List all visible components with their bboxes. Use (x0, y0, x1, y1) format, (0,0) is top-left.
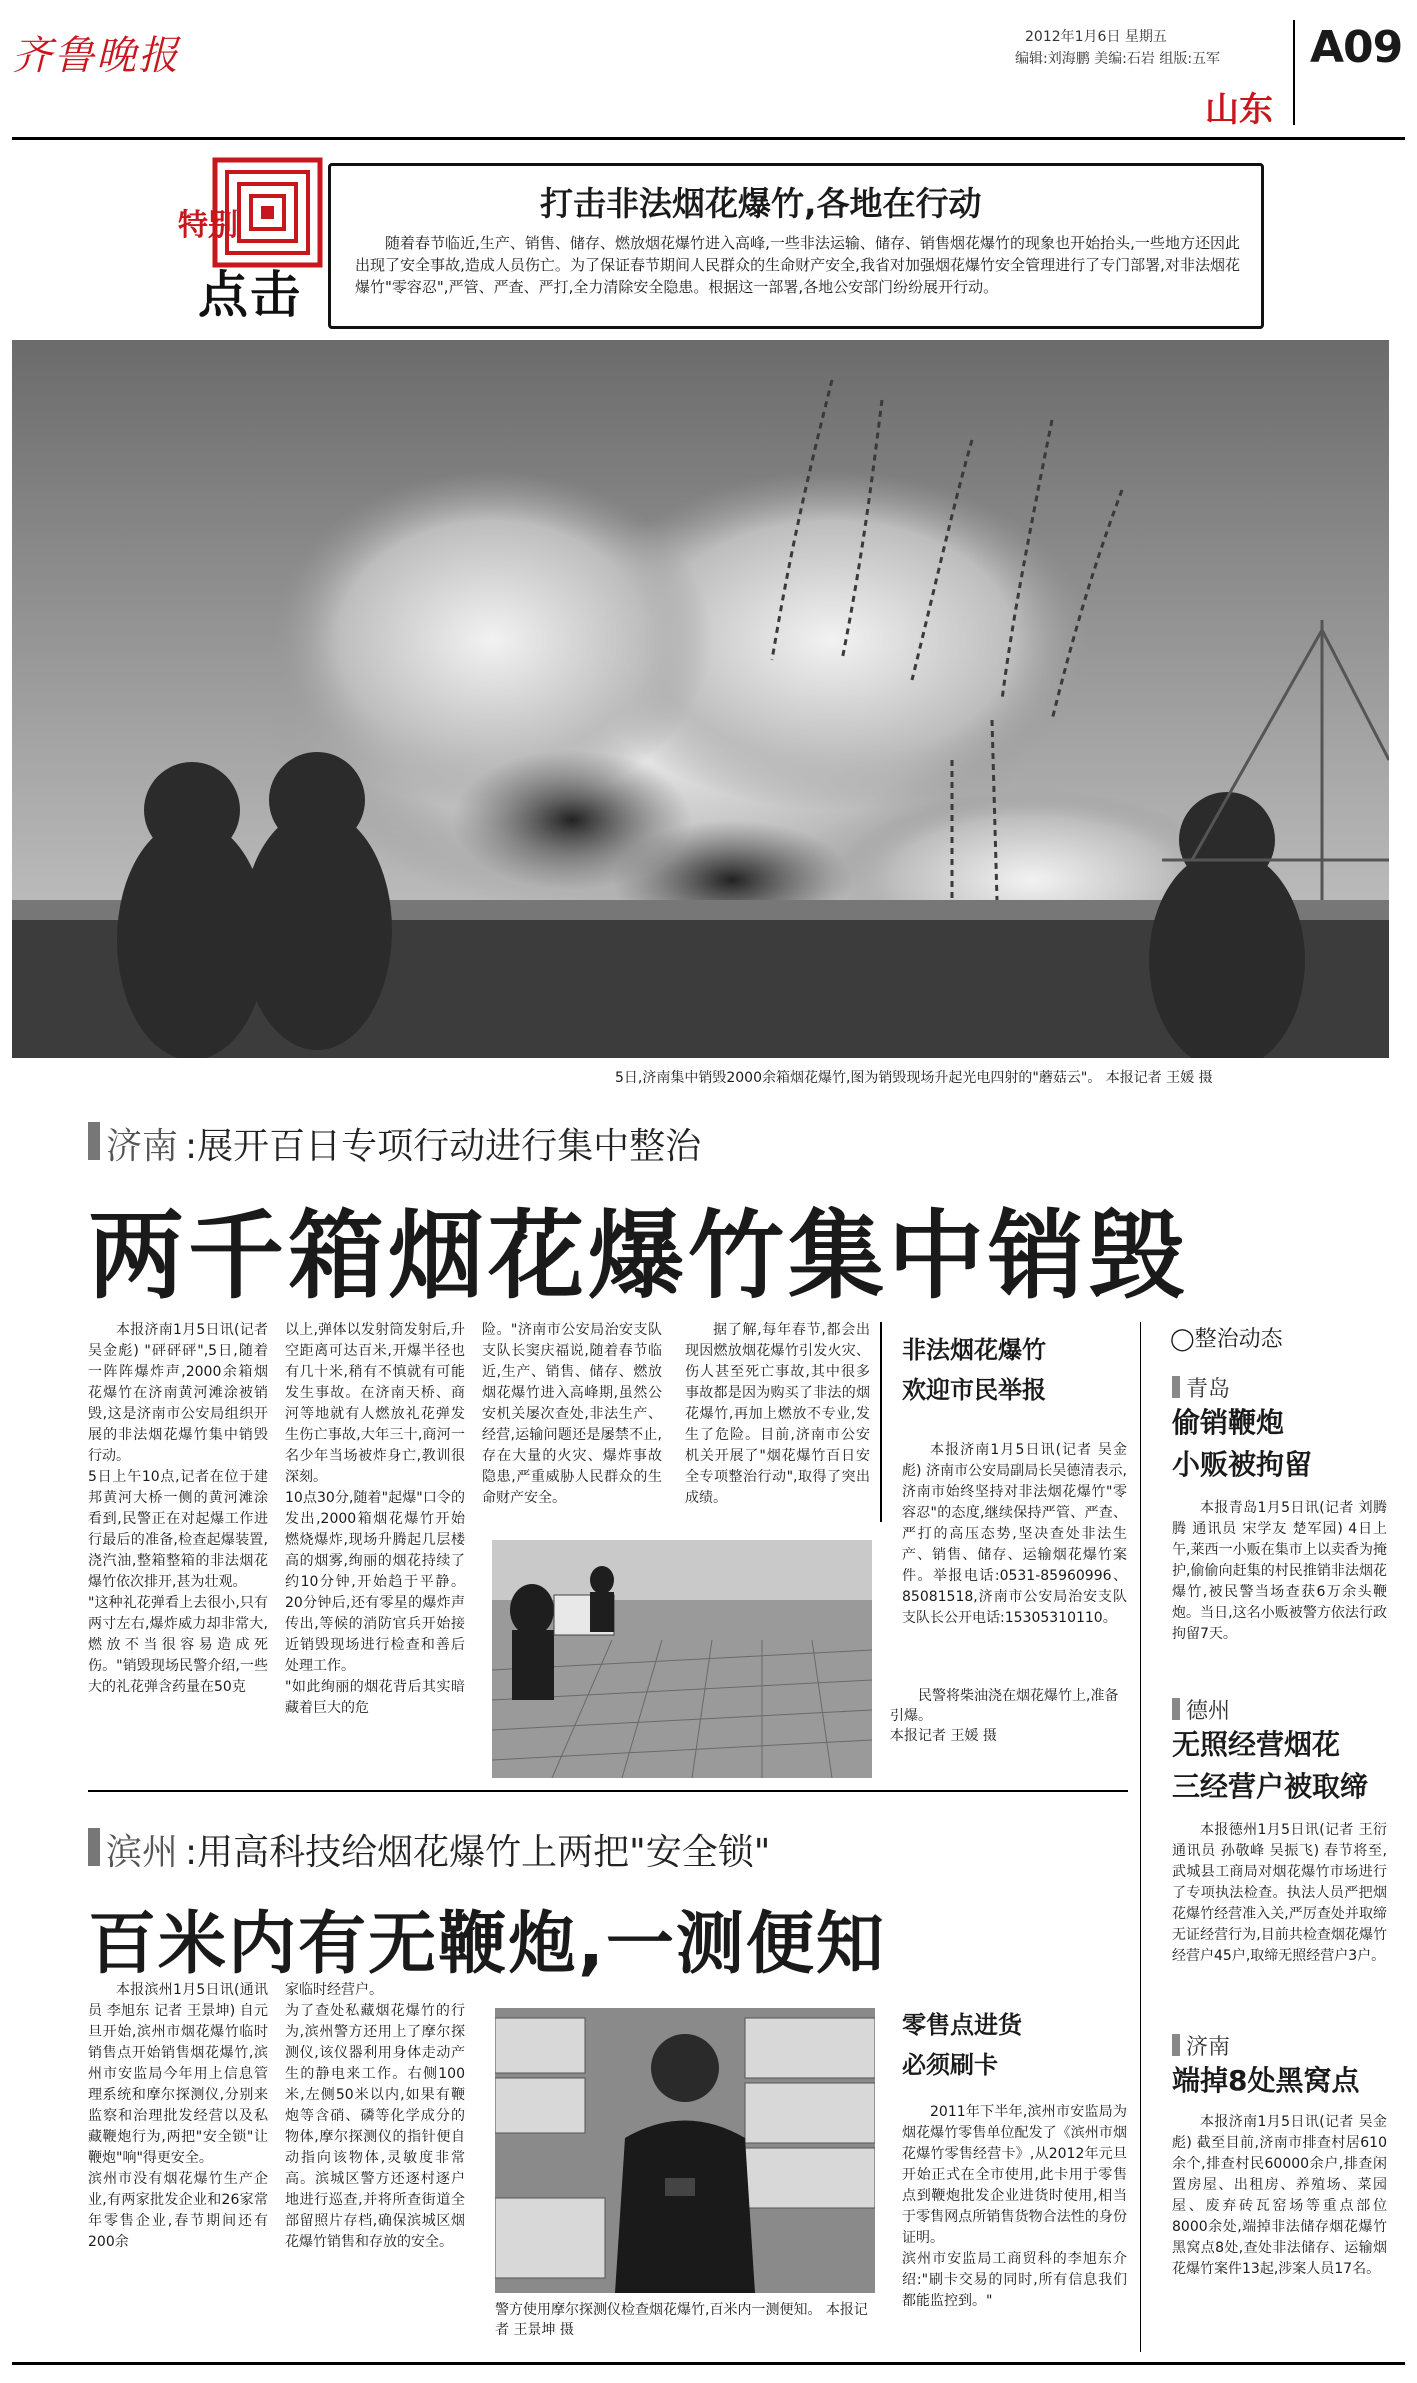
editors-line: 编辑:刘海鹏 美编:石岩 组版:五军 (1015, 51, 1221, 67)
sidebar-item-bullet (1172, 1376, 1180, 1398)
sidebar-item-body: 本报青岛1月5日讯(记者 刘腾腾 通讯员 宋学友 楚军园) 4日上午,莱西一小贩在集市上以卖香为掩护,偷偷向赶集的村民推销非法烟花爆竹,被民警当场查获6万余头鞭炮。当日,这名小贩被警方依法行政拘留7天。 (1172, 1500, 1387, 1642)
binzhou-photo-caption: 警方使用摩尔探测仪检查烟花爆竹,百米内一测便知。 本报记者 王景坤 摄 (495, 2302, 868, 2338)
binzhou-col2: 家临时经营户。 为了查处私藏烟花爆竹的行为,滨州警方还用上了摩尔探测仪,该仪器利用身体走动产生的静电来工作。右侧100米,左侧50米以内,如果有鞭炮等含硝、磷等化学成分的物体,摩尔探测仪的指针便自动指向该物体,灵敏度非常高。滨城区警方还逐村逐户地进行巡查,并将所查街道全部留照片存档,确保滨城区烟花爆竹销售和存放的安全。 (285, 1982, 465, 2250)
masthead-divider (1293, 20, 1295, 125)
newspaper-logo: 齐鲁晚报 (12, 33, 180, 79)
sidebar-item-title-line2: 小贩被拘留 (1172, 1448, 1313, 1481)
fireworks-destruction-photo (12, 340, 1389, 1058)
binzhou-kicker: :用高科技给烟花爆竹上两把"安全锁" (185, 1832, 771, 1873)
sidebar-title: 整治动态 (1194, 1327, 1283, 1352)
jinan-kicker: :展开百日专项行动进行集中整治 (185, 1126, 702, 1167)
special-headline: 打击非法烟花爆竹,各地在行动 (540, 184, 982, 223)
sidebar-item-body: 本报德州1月5日讯(记者 王衍 通讯员 孙敬峰 吴振飞) 春节将至,武城县工商局对烟花爆竹市场进行了专项执法检查。执法人员严把烟花爆竹经营准入关,严厉查处并取缔无证经营行为,目前共检查烟花爆竹经营户45户,取缔无照经营户3户。 (1172, 1822, 1387, 1964)
jinan-photo-caption: 民警将柴油浇在烟花爆竹上,准备引爆。 本报记者 王媛 摄 (890, 1688, 1119, 1744)
jinan-col4: 据了解,每年春节,都会出现因燃放烟花爆竹引发火灾、伤人甚至死亡事故,其中很多事故都是因为购买了非法的烟花爆竹,再加上燃放不专业,发生了危险。目前,济南市公安机关开展了"烟花爆竹百日安全专项整治行动",取得了突出成绩。 (685, 1322, 870, 1506)
jinan-col3: 险。"济南市公安局治安支队支队长窦庆福说,随着春节临近,生产、销售、储存、燃放烟花爆竹进入高峰期,虽然公安机关屡次查处,非法生产、经营,运输问题还是屡禁不止,存在大量的火灾、爆炸事故隐患,严重威胁人民群众的生命财产安全。 (482, 1322, 662, 1506)
page-number: A09 (1310, 22, 1403, 73)
jinan-report-body: 本报济南1月5日讯(记者 吴金彪) 济南市公安局副局长吴德清表示,济南市始终坚持对非法烟花爆竹"零容忍"的态度,继续保持严管、严查、严打的高压态势,坚决查处非法生产、销售、储存、运输烟花爆竹案件。举报电话:0531-85960996、85081518,济南市公安局治安支队支队长公开电话:15305310110。 (902, 1442, 1127, 1626)
sidebar-item-place: 济南 (1186, 2035, 1231, 2060)
jinan-report-title-line2: 欢迎市民举报 (902, 1376, 1046, 1404)
jinan-kicker-place: 济南 (106, 1126, 179, 1167)
binzhou-retail-title-line1: 零售点进货 (902, 2011, 1022, 2039)
jinan-kicker-bar (88, 1122, 100, 1160)
page-bottom-rule (12, 2362, 1405, 2365)
sidebar-item-place: 青岛 (1186, 1377, 1231, 1402)
jinan-col2: 以上,弹体以发射筒发射后,升空距离可达百米,开爆半径也有几十米,稍有不慎就有可能发生事故。在济南天桥、商河等地就有人燃放礼花弹发生伤亡事故,大年三十,商河一名少年当场被炸身亡,教训很深刻。 10点30分,随着"起爆"口令的发出,2000箱烟花爆竹开始燃烧爆炸,现场升腾起几层楼高的烟雾,绚丽的烟花持续了约10分钟,开始趋于平静。20分钟后,还有零星的爆炸声传出,等候的消防官兵开始接近销毁现场进行检查和善后处理工作。 "如此绚丽的烟花背后其实暗藏着巨大的危 (285, 1322, 465, 1716)
sidebar-item-bullet (1172, 2034, 1180, 2056)
sidebar-item-title-line1: 端掉8处黑窝点 (1172, 2064, 1360, 2097)
sidebar-item-bullet (1172, 1698, 1180, 1720)
sidebar-item-title (1172, 1402, 1312, 1486)
binzhou-kicker-text: 用高科技给烟花爆竹上两把"安全锁" (197, 1832, 771, 1873)
special-intro: 随着春节临近,生产、销售、储存、燃放烟花爆竹进入高峰,一些非法运输、储存、销售烟花爆竹的现象也开始抬头,一些地方还因此出现了安全事故,造成人员伤亡。为了保证春节期间人民群众的生命财产安全,我省对加强烟花爆竹安全管理进行了专门部署,对非法烟花爆竹"零容忍",严管、严查、严打,全力清除安全隐患。根据这一部署,各地公安部门纷纷展开行动。 (355, 234, 1240, 296)
binzhou-kicker-bar (88, 1828, 100, 1866)
jinan-report-title (902, 1330, 1046, 1410)
sidebar-item-title-line2: 三经营户被取缔 (1172, 1770, 1369, 1803)
jinan-photo (492, 1540, 872, 1778)
jinan-headline: 两千箱烟花爆竹集中销毁 (88, 1200, 1188, 1312)
sidebar-divider (1140, 1322, 1141, 2352)
binzhou-headline: 百米内有无鞭炮,一测便知 (88, 1905, 886, 1984)
region-label: 山东 (1205, 90, 1273, 130)
jinan-col1: 本报济南1月5日讯(记者 吴金彪) "砰砰砰",5日,随着一阵阵爆炸声,2000余箱烟花爆竹在济南黄河滩涂被销毁,这是济南市公安局组织开展的非法烟花爆竹集中销毁行动。 5日上午10点,记者在位于建邦黄河大桥一侧的黄河滩涂看到,民警正在对起爆工作进行最后的准备,检查起爆装置,浇汽油,整箱整箱的非法烟花爆竹依次排开,甚为壮观。 "这种礼花弹看上去很小,只有两寸左右,爆炸威力却非常大,燃放不当很容易造成死伤。"销毁现场民警介绍,一些大的礼花弹含药量在50克 (88, 1322, 268, 1695)
binzhou-photo (495, 2008, 875, 2293)
special-logo-bottom: 点击 (198, 266, 302, 324)
jinan-kicker-text: 展开百日专项行动进行集中整治 (197, 1126, 702, 1167)
sidebar-circle-icon: ◯ (1170, 1327, 1195, 1352)
binzhou-retail-body: 2011年下半年,滨州市安监局为烟花爆竹零售单位配发了《滨州市烟花爆竹零售经营卡》,从2012年元旦开始正式在全市使用,此卡用于零售点到鞭炮批发企业进货时使用,相当于零售网点所销售货物合法性的身份证明。 滨州市安监局工商贸科的李旭东介绍:"刷卡交易的同时,所有信息我们都能监控到。" (902, 2104, 1127, 2309)
binzhou-col1: 本报滨州1月5日讯(通讯员 李旭东 记者 王景坤) 自元旦开始,滨州市烟花爆竹临时销售点开始销售烟花爆竹,滨州市安监局今年用上信息管理系统和摩尔探测仪,分别来监察和治理批发经营以及私藏鞭炮行为,两把"安全锁"让鞭炮"响"得更安全。 滨州市没有烟花爆竹生产企业,有两家批发企业和26家常年零售企业,春节期间还有200余 (88, 1982, 268, 2250)
sidebar-item-title-line1: 无照经营烟花 (1172, 1728, 1341, 1761)
masthead-rule (12, 137, 1405, 140)
sidebar-item-body: 本报济南1月5日讯(记者 吴金彪) 截至目前,济南市排查村居610余个,排查村民60000余户,排查闲置房屋、出租房、养殖场、菜园屋、废弃砖瓦窑场等重点部位8000余处,端掉非法储存烟花爆竹黑窝点8处,查处非法储存、运输烟花爆竹案件13起,涉案人员17名。 (1172, 2114, 1387, 2277)
main-photo-caption: 5日,济南集中销毁2000余箱烟花爆竹,图为销毁现场升起光电四射的"蘑菇云"。 本报记者 王媛 摄 (615, 1070, 1213, 1086)
date-line: 2012年1月6日 星期五 (1025, 29, 1167, 45)
binzhou-retail-title (902, 2005, 1022, 2085)
main-photo (12, 340, 1389, 1058)
binzhou-kicker-place: 滨州 (106, 1832, 179, 1873)
sidebar-item-title (1172, 1724, 1368, 1808)
sidebar-item-title (1172, 2060, 1359, 2102)
special-logo-top: 特别 (178, 208, 238, 243)
jinan-report-title-line1: 非法烟花爆竹 (902, 1336, 1046, 1364)
sidebar-item-place: 德州 (1186, 1699, 1231, 1724)
sidebar-header (1170, 1322, 1283, 1353)
section-divider (88, 1790, 1128, 1792)
police-detector-photo (495, 2008, 875, 2293)
binzhou-retail-title-line2: 必须刷卡 (902, 2051, 998, 2079)
sidebar-item-title-line1: 偷销鞭炮 (1172, 1406, 1285, 1439)
jinan-report-divider (880, 1322, 882, 1522)
police-pouring-diesel-photo (492, 1540, 872, 1778)
